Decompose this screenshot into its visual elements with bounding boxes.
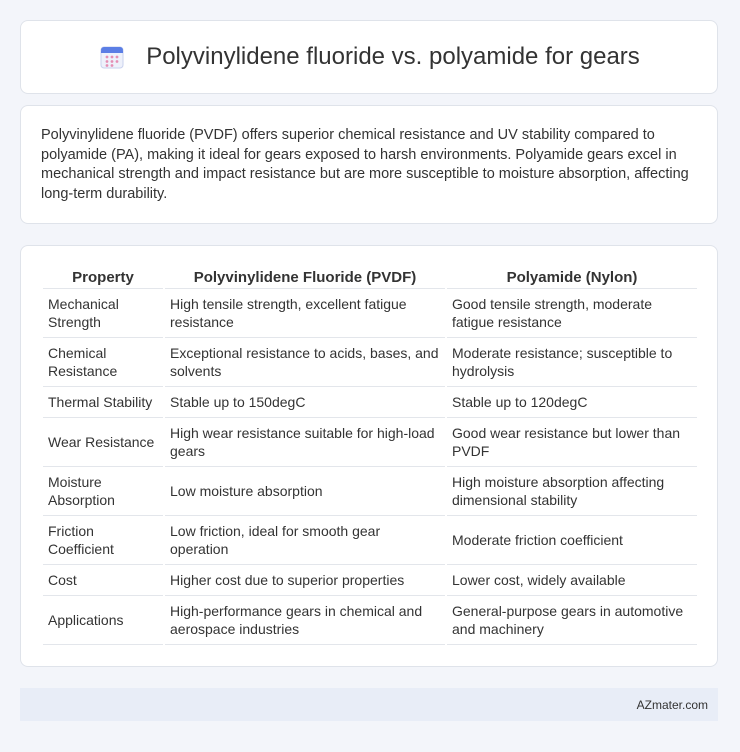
pvdf-cell: High wear resistance suitable for high-load gears (165, 418, 445, 467)
pvdf-cell: High-performance gears in chemical and aerospace industries (165, 596, 445, 645)
property-cell: Wear Resistance (43, 418, 163, 467)
property-cell: Thermal Stability (43, 387, 163, 418)
pvdf-cell: Exceptional resistance to acids, bases, and solvents (165, 338, 445, 387)
intro-card (20, 105, 718, 224)
intro-paragraph: Polyvinylidene fluoride (PVDF) offers superior chemical resistance and UV stability compared to polyamide (PA), making it ideal for gears exposed to harsh environments. Polyamide gears excel in mechanical strength and impact resistance but are more susceptible to moisture absorption, affecting long-term durability. (41, 127, 689, 202)
property-cell: Chemical Resistance (43, 338, 163, 387)
pvdf-cell: Stable up to 150degC (165, 387, 445, 418)
table-row (43, 338, 697, 387)
polyamide-cell: Moderate resistance; susceptible to hydrolysis (447, 338, 697, 387)
table-row (43, 387, 697, 418)
table-row (43, 467, 697, 516)
title-card (20, 20, 718, 94)
table-header-row (43, 262, 697, 289)
polyamide-cell: Moderate friction coefficient (447, 516, 697, 565)
polyamide-cell: Good wear resistance but lower than PVDF (447, 418, 697, 467)
page-title: Polyvinylidene fluoride vs. polyamide for gears (146, 43, 640, 70)
comparison-table-card (20, 245, 718, 667)
footer-brand[interactable]: AZmater.com (636, 697, 708, 712)
comparison-table (41, 262, 699, 645)
pvdf-cell: Low friction, ideal for smooth gear operation (165, 516, 445, 565)
polyamide-cell: Good tensile strength, moderate fatigue resistance (447, 289, 697, 338)
polyamide-cell: High moisture absorption affecting dimensional stability (447, 467, 697, 516)
property-cell: Mechanical Strength (43, 289, 163, 338)
polyamide-cell: Stable up to 120degC (447, 387, 697, 418)
table-row (43, 516, 697, 565)
footer-bar (20, 688, 718, 721)
table-row (43, 418, 697, 467)
table-row (43, 565, 697, 596)
header-property: Property (43, 262, 163, 289)
pvdf-cell: Low moisture absorption (165, 467, 445, 516)
pvdf-cell: Higher cost due to superior properties (165, 565, 445, 596)
table-row (43, 596, 697, 645)
property-cell: Friction Coefficient (43, 516, 163, 565)
title-wrap (98, 43, 640, 71)
table-row (43, 289, 697, 338)
property-cell: Cost (43, 565, 163, 596)
header-polyamide: Polyamide (Nylon) (447, 262, 697, 289)
pvdf-cell: High tensile strength, excellent fatigue resistance (165, 289, 445, 338)
polyamide-cell: Lower cost, widely available (447, 565, 697, 596)
property-cell: Moisture Absorption (43, 467, 163, 516)
calendar-icon (98, 43, 126, 71)
polyamide-cell: General-purpose gears in automotive and machinery (447, 596, 697, 645)
property-cell: Applications (43, 596, 163, 645)
header-pvdf: Polyvinylidene Fluoride (PVDF) (165, 262, 445, 289)
